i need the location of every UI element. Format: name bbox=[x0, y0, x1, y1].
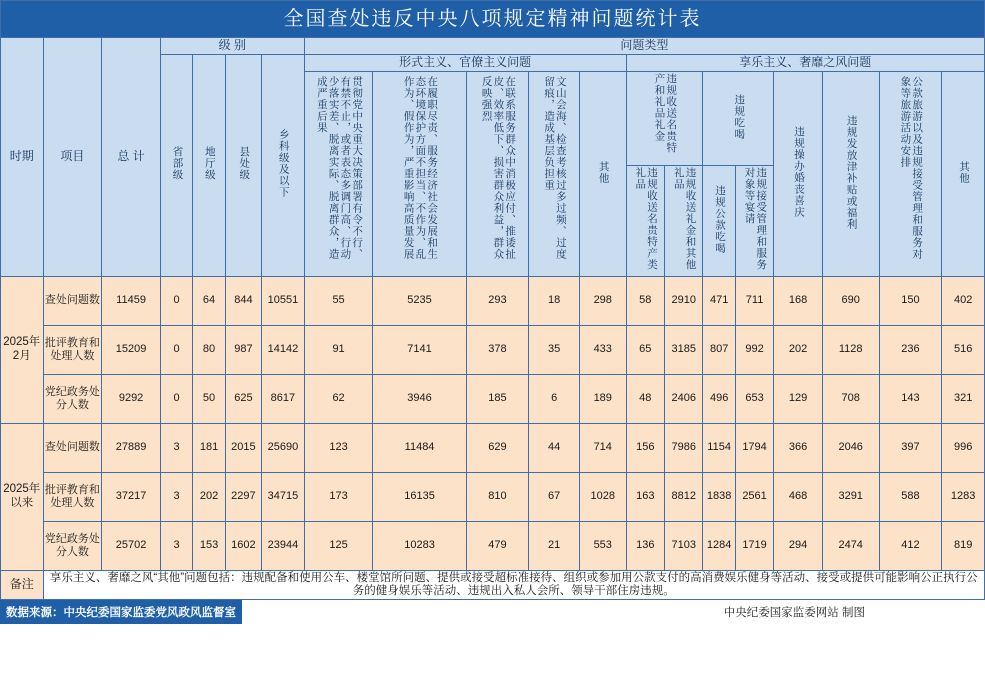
cell-dining-public: 1154 bbox=[703, 423, 735, 472]
header-formalism-col-other: 其他 bbox=[579, 71, 626, 276]
page-title: 全国查处违反中央八项规定精神问题统计表 bbox=[1, 1, 985, 38]
table-row bbox=[1, 325, 985, 374]
cell-travel: 397 bbox=[879, 423, 942, 472]
cell-level-prefecture: 181 bbox=[193, 423, 225, 472]
cell-gift-cash: 8812 bbox=[664, 472, 702, 521]
cell-allowances: 1128 bbox=[822, 325, 879, 374]
cell-formalism-1: 123 bbox=[304, 423, 373, 472]
cell-formalism-1: 62 bbox=[304, 374, 373, 423]
cell-dining-banquet: 2561 bbox=[735, 472, 773, 521]
cell-formalism-3: 378 bbox=[466, 325, 529, 374]
cell-level-prefecture: 50 bbox=[193, 374, 225, 423]
cell-allowances: 2046 bbox=[822, 423, 879, 472]
cell-travel: 588 bbox=[879, 472, 942, 521]
cell-formalism-other: 1028 bbox=[579, 472, 626, 521]
cell-weddings: 468 bbox=[774, 472, 823, 521]
cell-gift-specialty: 156 bbox=[626, 423, 664, 472]
cell-level-province: 3 bbox=[160, 423, 192, 472]
cell-formalism-4: 18 bbox=[529, 276, 580, 325]
table-row bbox=[1, 472, 985, 521]
header-hedonism-allowances: 违规发放津补贴或福利 bbox=[822, 71, 879, 276]
cell-weddings: 294 bbox=[774, 521, 823, 570]
cell-hedonism-other: 996 bbox=[942, 423, 985, 472]
cell-dining-banquet: 1719 bbox=[735, 521, 773, 570]
cell-formalism-2: 7141 bbox=[373, 325, 466, 374]
cell-weddings: 129 bbox=[774, 374, 823, 423]
cell-formalism-4: 21 bbox=[529, 521, 580, 570]
cell-formalism-3: 185 bbox=[466, 374, 529, 423]
cell-formalism-4: 6 bbox=[529, 374, 580, 423]
cell-level-township: 8617 bbox=[262, 374, 305, 423]
header-level-group: 级 别 bbox=[160, 38, 304, 55]
cell-formalism-1: 91 bbox=[304, 325, 373, 374]
cell-travel: 150 bbox=[879, 276, 942, 325]
cell-gift-cash: 2910 bbox=[664, 276, 702, 325]
cell-total: 25702 bbox=[102, 521, 161, 570]
cell-formalism-3: 293 bbox=[466, 276, 529, 325]
cell-formalism-1: 173 bbox=[304, 472, 373, 521]
header-level-township: 乡科级及以下 bbox=[262, 54, 305, 276]
row-label: 党纪政务处分人数 bbox=[43, 521, 102, 570]
cell-level-prefecture: 202 bbox=[193, 472, 225, 521]
cell-gift-specialty: 65 bbox=[626, 325, 664, 374]
cell-gift-specialty: 163 bbox=[626, 472, 664, 521]
cell-level-prefecture: 153 bbox=[193, 521, 225, 570]
cell-level-prefecture: 80 bbox=[193, 325, 225, 374]
footer-producer: 中央纪委国家监委网站 制图 bbox=[535, 600, 985, 624]
header-hedonism-weddings: 违规操办婚丧喜庆 bbox=[774, 71, 823, 276]
table-row bbox=[1, 374, 985, 423]
footer-source bbox=[0, 600, 242, 624]
period-cell: 2025年2月 bbox=[1, 276, 44, 423]
header-gift-specialty: 违规收送名贵特产类礼品 bbox=[626, 165, 664, 276]
cell-formalism-other: 553 bbox=[579, 521, 626, 570]
header-formalism-col-1: 贯彻党中央重大决策部署有令不行、有禁不止，或者表态多调门高、行动少落实差、脱离实际、脱离群众，造成严重后果 bbox=[304, 71, 373, 276]
cell-formalism-other: 714 bbox=[579, 423, 626, 472]
row-label: 批评教育和处理人数 bbox=[43, 325, 102, 374]
cell-travel: 412 bbox=[879, 521, 942, 570]
cell-formalism-1: 55 bbox=[304, 276, 373, 325]
cell-gift-specialty: 48 bbox=[626, 374, 664, 423]
cell-formalism-4: 44 bbox=[529, 423, 580, 472]
cell-dining-banquet: 992 bbox=[735, 325, 773, 374]
cell-formalism-other: 298 bbox=[579, 276, 626, 325]
cell-allowances: 2474 bbox=[822, 521, 879, 570]
cell-formalism-4: 67 bbox=[529, 472, 580, 521]
cell-hedonism-other: 1283 bbox=[942, 472, 985, 521]
header-item: 项目 bbox=[43, 38, 102, 277]
cell-dining-public: 471 bbox=[703, 276, 735, 325]
cell-level-township: 34715 bbox=[262, 472, 305, 521]
cell-allowances: 690 bbox=[822, 276, 879, 325]
cell-formalism-4: 35 bbox=[529, 325, 580, 374]
cell-gift-cash: 7986 bbox=[664, 423, 702, 472]
cell-formalism-1: 125 bbox=[304, 521, 373, 570]
cell-weddings: 168 bbox=[774, 276, 823, 325]
cell-dining-banquet: 711 bbox=[735, 276, 773, 325]
table-row bbox=[1, 276, 985, 325]
footer-spacer bbox=[242, 600, 535, 624]
cell-total: 11459 bbox=[102, 276, 161, 325]
period-cell: 2025年以来 bbox=[1, 423, 44, 570]
cell-dining-banquet: 653 bbox=[735, 374, 773, 423]
cell-formalism-3: 479 bbox=[466, 521, 529, 570]
cell-hedonism-other: 402 bbox=[942, 276, 985, 325]
header-period: 时期 bbox=[1, 38, 44, 277]
cell-level-county: 987 bbox=[225, 325, 261, 374]
cell-total: 27889 bbox=[102, 423, 161, 472]
header-hedonism-dining-group: 违规吃喝 bbox=[703, 71, 774, 165]
cell-gift-cash: 7103 bbox=[664, 521, 702, 570]
cell-weddings: 366 bbox=[774, 423, 823, 472]
cell-dining-public: 807 bbox=[703, 325, 735, 374]
header-formalism-col-2: 在履职尽责、服务经济社会发展和生态环境保护方面不担当、不作为、乱作为、假作为，严重影响高质量发展 bbox=[373, 71, 466, 276]
cell-travel: 236 bbox=[879, 325, 942, 374]
cell-allowances: 3291 bbox=[822, 472, 879, 521]
cell-level-county: 1602 bbox=[225, 521, 261, 570]
cell-hedonism-other: 321 bbox=[942, 374, 985, 423]
cell-formalism-other: 433 bbox=[579, 325, 626, 374]
header-gift-cash: 违规收送礼金和其他礼品 bbox=[664, 165, 702, 276]
cell-level-township: 10551 bbox=[262, 276, 305, 325]
cell-total: 9292 bbox=[102, 374, 161, 423]
header-total: 总 计 bbox=[102, 38, 161, 277]
cell-level-prefecture: 64 bbox=[193, 276, 225, 325]
cell-level-province: 3 bbox=[160, 521, 192, 570]
header-level-prefecture: 地厅级 bbox=[193, 54, 225, 276]
cell-gift-specialty: 58 bbox=[626, 276, 664, 325]
cell-level-province: 0 bbox=[160, 276, 192, 325]
cell-travel: 143 bbox=[879, 374, 942, 423]
row-label: 查处问题数 bbox=[43, 423, 102, 472]
header-dining-banquet: 违规接受管理和服务对象等宴请 bbox=[735, 165, 773, 276]
cell-dining-public: 1838 bbox=[703, 472, 735, 521]
table-row bbox=[1, 423, 985, 472]
row-label: 批评教育和处理人数 bbox=[43, 472, 102, 521]
footer-bar bbox=[0, 600, 985, 624]
note-label: 备注 bbox=[1, 570, 44, 599]
header-hedonism-travel: 公款旅游以及违规接受管理和服务对象等旅游活动安排 bbox=[879, 71, 942, 276]
cell-total: 15209 bbox=[102, 325, 161, 374]
header-hedonism-gift-group: 违规收送名贵特产和礼品礼金 bbox=[626, 71, 703, 165]
cell-level-province: 0 bbox=[160, 325, 192, 374]
table-row bbox=[1, 521, 985, 570]
header-level-province: 省部级 bbox=[160, 54, 192, 276]
cell-level-county: 844 bbox=[225, 276, 261, 325]
cell-hedonism-other: 516 bbox=[942, 325, 985, 374]
cell-level-province: 0 bbox=[160, 374, 192, 423]
row-label: 党纪政务处分人数 bbox=[43, 374, 102, 423]
note-row bbox=[1, 570, 985, 599]
cell-allowances: 708 bbox=[822, 374, 879, 423]
cell-total: 37217 bbox=[102, 472, 161, 521]
cell-gift-specialty: 136 bbox=[626, 521, 664, 570]
cell-formalism-2: 16135 bbox=[373, 472, 466, 521]
header-hedonism-group: 享乐主义、奢靡之风问题 bbox=[626, 54, 984, 71]
cell-formalism-3: 810 bbox=[466, 472, 529, 521]
header-dining-public: 违规公款吃喝 bbox=[703, 165, 735, 276]
cell-level-county: 2015 bbox=[225, 423, 261, 472]
cell-gift-cash: 2406 bbox=[664, 374, 702, 423]
cell-level-county: 2297 bbox=[225, 472, 261, 521]
cell-formalism-3: 629 bbox=[466, 423, 529, 472]
cell-formalism-2: 10283 bbox=[373, 521, 466, 570]
cell-formalism-other: 189 bbox=[579, 374, 626, 423]
row-label: 查处问题数 bbox=[43, 276, 102, 325]
cell-level-township: 23944 bbox=[262, 521, 305, 570]
header-formalism-group: 形式主义、官僚主义问题 bbox=[304, 54, 626, 71]
note-text: 享乐主义、奢靡之风“其他”问题包括：违规配备和使用公车、楼堂馆所问题、提供或接受超标准接待、组织或参加用公款支付的高消费娱乐健身等活动、接受或提供可能影响公正执行公务的健身娱乐等活动、违规出入私人会所、领导干部住房违规。 bbox=[43, 570, 984, 599]
cell-dining-public: 496 bbox=[703, 374, 735, 423]
header-level-county: 县处级 bbox=[225, 54, 261, 276]
footer-source-label: 数据来源： bbox=[6, 607, 64, 620]
header-hedonism-other: 其他 bbox=[942, 71, 985, 276]
header-problem-type-group: 问题类型 bbox=[304, 38, 984, 55]
cell-formalism-2: 3946 bbox=[373, 374, 466, 423]
cell-weddings: 202 bbox=[774, 325, 823, 374]
cell-level-township: 14142 bbox=[262, 325, 305, 374]
cell-dining-public: 1284 bbox=[703, 521, 735, 570]
footer-source-value: 中央纪委国家监委党风政风监督室 bbox=[63, 607, 236, 620]
cell-level-county: 625 bbox=[225, 374, 261, 423]
header-formalism-col-3: 在联系服务群众中消极应付、推诿扯皮、效率低下、损害群众利益，群众反映强烈 bbox=[466, 71, 529, 276]
cell-level-township: 25690 bbox=[262, 423, 305, 472]
header-formalism-col-4: 文山会海、检查考核过多过频、过度留痕，造成基层负担重 bbox=[529, 71, 580, 276]
cell-gift-cash: 3185 bbox=[664, 325, 702, 374]
cell-level-province: 3 bbox=[160, 472, 192, 521]
cell-formalism-2: 11484 bbox=[373, 423, 466, 472]
cell-dining-banquet: 1794 bbox=[735, 423, 773, 472]
cell-formalism-2: 5235 bbox=[373, 276, 466, 325]
cell-hedonism-other: 819 bbox=[942, 521, 985, 570]
